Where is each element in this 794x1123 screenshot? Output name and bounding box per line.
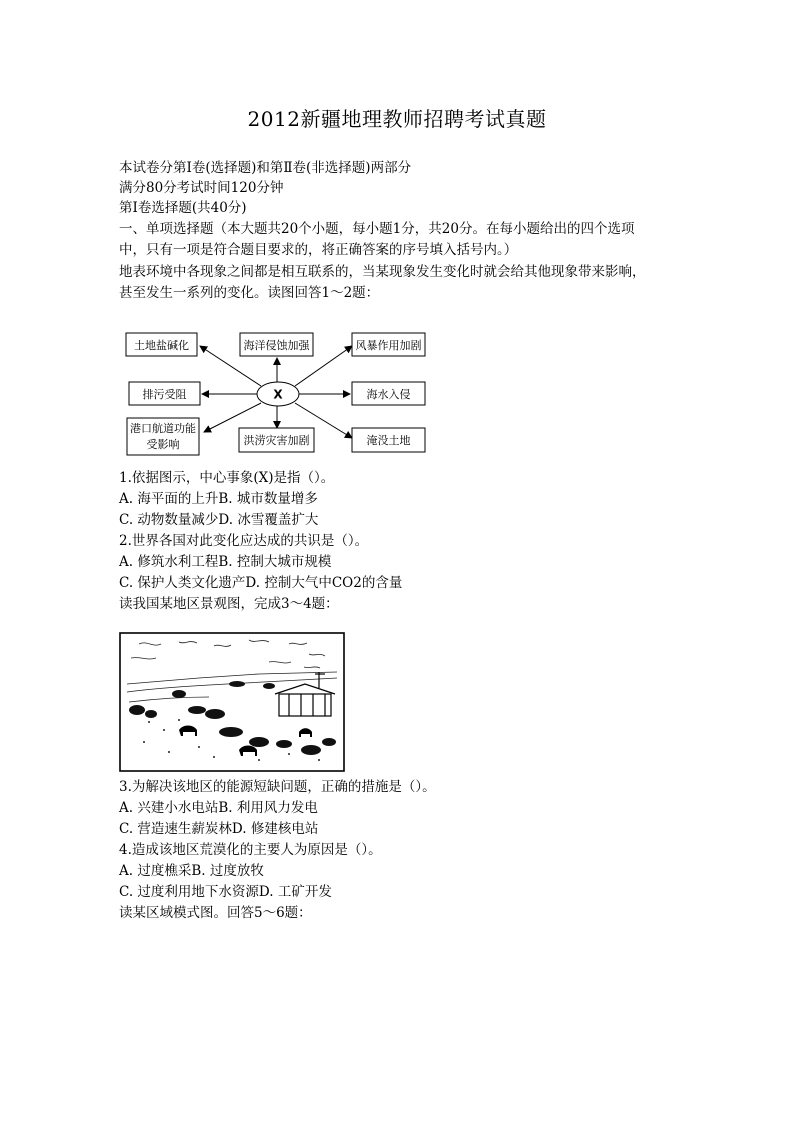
question-line: 4.造成该地区荒漠化的主要人为原因是（）。 [119, 842, 382, 858]
intro-line: 本试卷分第Ⅰ卷(选择题)和第Ⅱ卷(非选择题)两部分 [119, 160, 412, 176]
option-line: A. 过度樵采B. 过度放牧 [119, 863, 264, 879]
instruction-line: 读某区域模式图。回答5～6题： [119, 905, 312, 921]
center-label: X [273, 387, 283, 402]
box-label: 受影响 [146, 438, 180, 451]
box-label: 淹没土地 [366, 434, 411, 447]
option-line: C. 动物数量减少D. 冰雪覆盖扩大 [119, 512, 319, 528]
option-line: A. 海平面的上升B. 城市数量增多 [119, 491, 318, 507]
relationship-diagram [122, 328, 432, 460]
box-label: 港口航道功能 [130, 422, 196, 435]
instruction-line: 读我国某地区景观图，完成3～4题： [119, 596, 339, 612]
question-line: 3.为解决该地区的能源短缺问题，正确的措施是（）。 [119, 779, 436, 795]
option-line: A. 兴建小水电站B. 利用风力发电 [119, 800, 318, 816]
option-line: C. 保护人类文化遗产D. 控制大气中CO2的含量 [119, 575, 403, 591]
intro-line: 第Ⅰ卷选择题(共40分) [119, 200, 247, 216]
question-line: 2.世界各国对此变化应达成的共识是（）。 [119, 533, 369, 549]
intro-line: 地表环境中各现象之间都是相互联系的，当某现象发生变化时就会给其他现象带来影响， [119, 264, 646, 280]
option-line: C. 营造速生薪炭林D. 修建核电站 [119, 821, 319, 837]
option-line: A. 修筑水利工程B. 控制大城市规模 [119, 554, 332, 570]
box-label: 土地盐碱化 [134, 339, 189, 352]
intro-line: 中，只有一项是符合题目要求的，将正确答案的序号填入括号内。） [119, 242, 518, 258]
box-label: 海洋侵蚀加强 [243, 339, 310, 352]
question-line: 1.依据图示，中心事象(X)是指（）。 [119, 470, 335, 486]
box-label: 风暴作用加剧 [355, 339, 422, 352]
intro-line: 一、单项选择题（本大题共20个小题，每小题1分，共20分。在每小题给出的四个选项 [119, 221, 635, 237]
box-label: 洪涝灾害加剧 [243, 434, 310, 447]
intro-line: 甚至发生一系列的变化。读图回答1～2题： [119, 285, 380, 301]
page-title: 2012新疆地理教师招聘考试真题 [247, 107, 547, 131]
intro-line: 满分80分考试时间120分钟 [119, 180, 284, 196]
landscape-image [119, 632, 345, 772]
box-label: 排污受阻 [142, 388, 187, 401]
option-line: C. 过度利用地下水资源D. 工矿开发 [119, 884, 332, 900]
box-label: 海水入侵 [366, 388, 411, 401]
